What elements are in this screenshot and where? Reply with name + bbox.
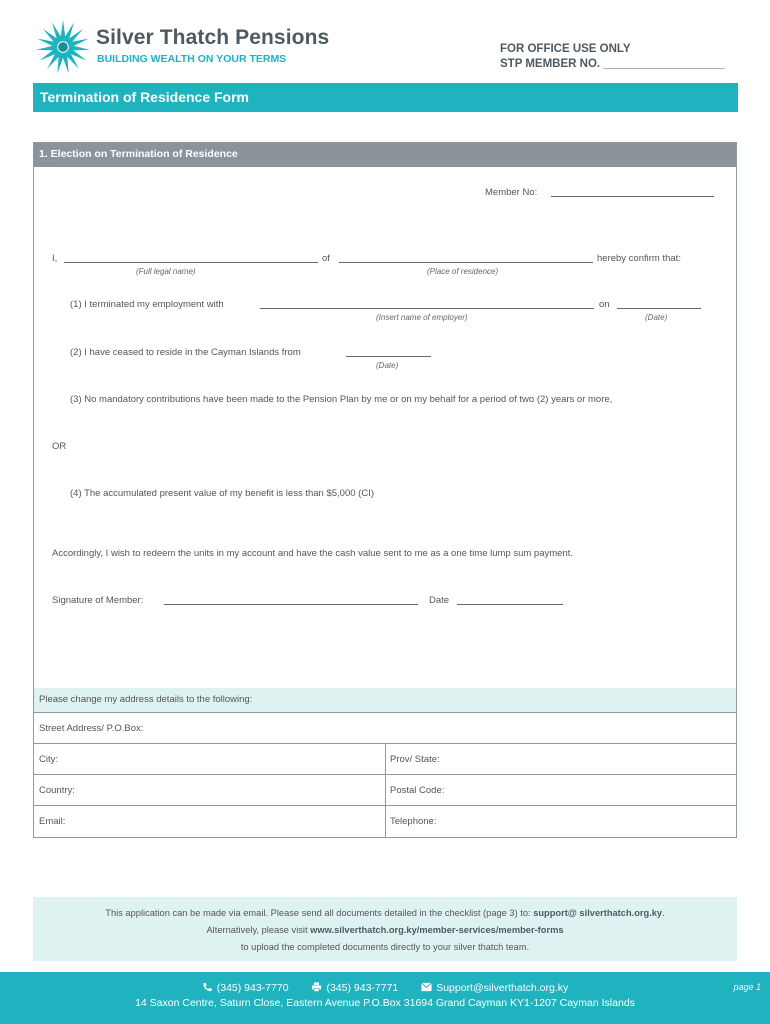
office-use-label: FOR OFFICE USE ONLY: [500, 43, 631, 55]
country-field[interactable]: Country:: [39, 785, 75, 796]
brand-name: Silver Thatch Pensions: [96, 26, 330, 49]
page-number: page 1: [733, 982, 761, 992]
postal-code-field[interactable]: Postal Code:: [390, 785, 445, 796]
printer-icon: [311, 982, 322, 992]
fax-number: (345) 943-7771: [326, 982, 399, 994]
email-row: [34, 805, 736, 836]
street-address-label: Street Address/ P.O.Box:: [39, 723, 144, 734]
city-row: [34, 743, 736, 774]
brand-tagline: BUILDING WEALTH ON YOUR TERMS: [97, 53, 287, 65]
member-no-label: Member No:: [485, 187, 538, 198]
telephone-field[interactable]: Telephone:: [390, 816, 437, 827]
office-use-block: [500, 42, 725, 72]
confirm-label: hereby confirm that:: [597, 253, 681, 264]
employer-name-field[interactable]: [260, 308, 594, 309]
place-hint: (Place of residence): [427, 267, 499, 276]
footer-fax[interactable]: [311, 982, 401, 994]
note-line-1: [33, 905, 737, 922]
city-field[interactable]: City:: [39, 754, 58, 765]
date-hint-1: (Date): [645, 313, 668, 322]
signature-field[interactable]: [164, 604, 418, 605]
residence-end-date-field[interactable]: [346, 356, 431, 357]
note-line-2: [33, 922, 737, 939]
member-forms-link[interactable]: www.silverthatch.org.ky/member-services/member-forms: [310, 925, 564, 935]
support-email-link[interactable]: support@ silverthatch.org.ky: [533, 908, 663, 918]
note-text-2: Alternatively, please visit: [206, 925, 311, 935]
full-name-hint: (Full legal name): [136, 267, 196, 276]
street-address-row[interactable]: [34, 712, 736, 743]
address-change-heading: Please change my address details to the following:: [34, 688, 736, 712]
item-4-text: (4) The accumulated present value of my benefit is less than $5,000 (CI): [70, 488, 374, 499]
country-row: [34, 774, 736, 805]
footer-phone[interactable]: [202, 982, 292, 994]
envelope-icon: [421, 982, 432, 992]
date-label: Date: [429, 595, 450, 606]
signature-date-field[interactable]: [457, 604, 563, 605]
footer-contacts: [0, 982, 770, 994]
i-label: I,: [52, 253, 58, 264]
accordingly-text: Accordingly, I wish to redeem the units in my account and have the cash value sent to me as a one time lump sum payment.: [52, 548, 574, 559]
election-section: [33, 142, 737, 838]
item-3-text: (3) No mandatory contributions have been made to the Pension Plan by me or on my behalf for a period of two (2) years or more,: [70, 394, 613, 405]
employment-end-date-field[interactable]: [617, 308, 701, 309]
support-email: Support@silverthatch.org.ky: [436, 982, 569, 994]
footer: [0, 972, 770, 1024]
submission-note: [33, 897, 737, 961]
phone-number: (345) 943-7770: [216, 982, 289, 994]
note-line-3: to upload the completed documents directly to your silver thatch team.: [240, 942, 530, 952]
date-hint-2: (Date): [376, 361, 399, 370]
item-1-text: (1) I terminated my employment with: [70, 299, 224, 310]
full-name-field[interactable]: [64, 262, 318, 263]
footer-email[interactable]: [421, 982, 568, 994]
item-2-text: (2) I have ceased to reside in the Cayman Islands from: [70, 347, 301, 358]
stp-member-no-field[interactable]: STP MEMBER NO. ___________________: [500, 58, 725, 70]
footer-address: 14 Saxon Centre, Saturn Close, Eastern Avenue P.O.Box 31694 Grand Cayman KY1-1207 Cayman Islands: [135, 997, 635, 1009]
email-field[interactable]: Email:: [39, 816, 66, 827]
palm-logo-icon: [34, 18, 92, 76]
brand-logo: [34, 18, 334, 80]
or-label: OR: [52, 441, 67, 452]
note-text-1: This application can be made via email. Please send all documents detailed in the checklist (page 3) to:: [105, 908, 534, 918]
of-label: of: [322, 253, 330, 264]
section-heading: 1. Election on Termination of Residence: [34, 143, 736, 167]
prov-state-field[interactable]: Prov/ State:: [390, 754, 440, 765]
form-title: Termination of Residence Form: [33, 83, 738, 112]
signature-label: Signature of Member:: [52, 595, 144, 606]
phone-icon: [202, 982, 213, 992]
employer-hint: (Insert name of employer): [376, 313, 468, 322]
note-period: .: [662, 908, 665, 918]
member-no-field[interactable]: [551, 196, 714, 197]
on-label: on: [599, 299, 610, 310]
place-of-residence-field[interactable]: [339, 262, 593, 263]
